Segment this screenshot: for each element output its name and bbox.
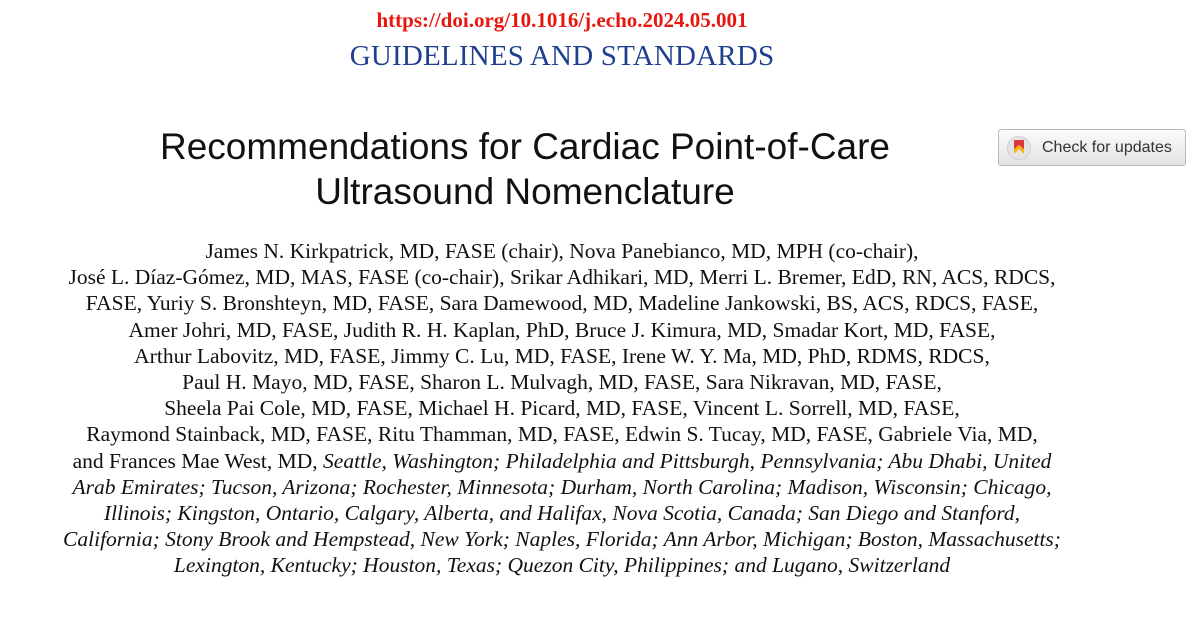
author-line: James N. Kirkpatrick, MD, FASE (chair), Nova Panebianco, MD, MPH (co-chair), [205, 239, 919, 263]
affiliation-line: Lexington, Kentucky; Houston, Texas; Quezon City, Philippines; and Lugano, Switzerland [173, 553, 951, 578]
check-for-updates-button[interactable] [998, 129, 1186, 166]
title-line: Ultrasound Nomenclature [315, 171, 735, 212]
crossmark-icon [1007, 136, 1031, 160]
check-for-updates-label: Check for updates [1042, 138, 1172, 156]
doi-link[interactable]: https://doi.org/10.1016/j.echo.2024.05.001 [376, 8, 748, 32]
article-title [0, 124, 1050, 214]
author-line: Sheela Pai Cole, MD, FASE, Michael H. Picard, MD, FASE, Vincent L. Sorrell, MD, FASE, [164, 396, 960, 421]
author-line: Amer Johri, MD, FASE, Judith R. H. Kaplan, PhD, Bruce J. Kimura, MD, Smadar Kort, MD, FASE, [128, 317, 996, 342]
affiliation-line: Illinois; Kingston, Ontario, Calgary, Alberta, and Halifax, Nova Scotia, Canada; San Diego and Stanford, [103, 501, 1021, 526]
affiliation-line: California; Stony Brook and Hempstead, New York; Naples, Florida; Ann Arbor, Michigan; Boston, Massachusetts; [63, 527, 1061, 552]
author-line: and Frances Mae West, MD, Seattle, Washington; Philadelphia and Pittsburgh, Pennsylvania; Abu Dhabi, United [72, 448, 1052, 473]
author-line: Raymond Stainback, MD, FASE, Ritu Thamman, MD, FASE, Edwin S. Tucay, MD, FASE, Gabriele Via, MD, [86, 422, 1038, 447]
title-line: Recommendations for Cardiac Point-of-Care [159, 126, 891, 167]
author-line: FASE, Yuriy S. Bronshteyn, MD, FASE, Sara Damewood, MD, Madeline Jankowski, BS, ACS, RDCS, FASE, [85, 291, 1039, 316]
author-line: José L. Díaz-Gómez, MD, MAS, FASE (co-chair), Srikar Adhikari, MD, Merri L. Bremer, EdD, RN, ACS, RDCS, [68, 265, 1056, 290]
affiliation-line: Arab Emirates; Tucson, Arizona; Rochester, Minnesota; Durham, North Carolina; Madison, Wisconsin; Chicago, [72, 474, 1052, 499]
author-line: Arthur Labovitz, MD, FASE, Jimmy C. Lu, MD, FASE, Irene W. Y. Ma, MD, PhD, RDMS, RDCS, [134, 343, 990, 368]
author-line: Paul H. Mayo, MD, FASE, Sharon L. Mulvagh, MD, FASE, Sara Nikravan, MD, FASE, [182, 370, 942, 395]
affiliation-text: Seattle, Washington; Philadelphia and Pittsburgh, Pennsylvania; Abu Dhabi, United [323, 448, 1052, 473]
author-list [0, 238, 1124, 579]
section-heading: GUIDELINES AND STANDARDS [349, 40, 775, 72]
